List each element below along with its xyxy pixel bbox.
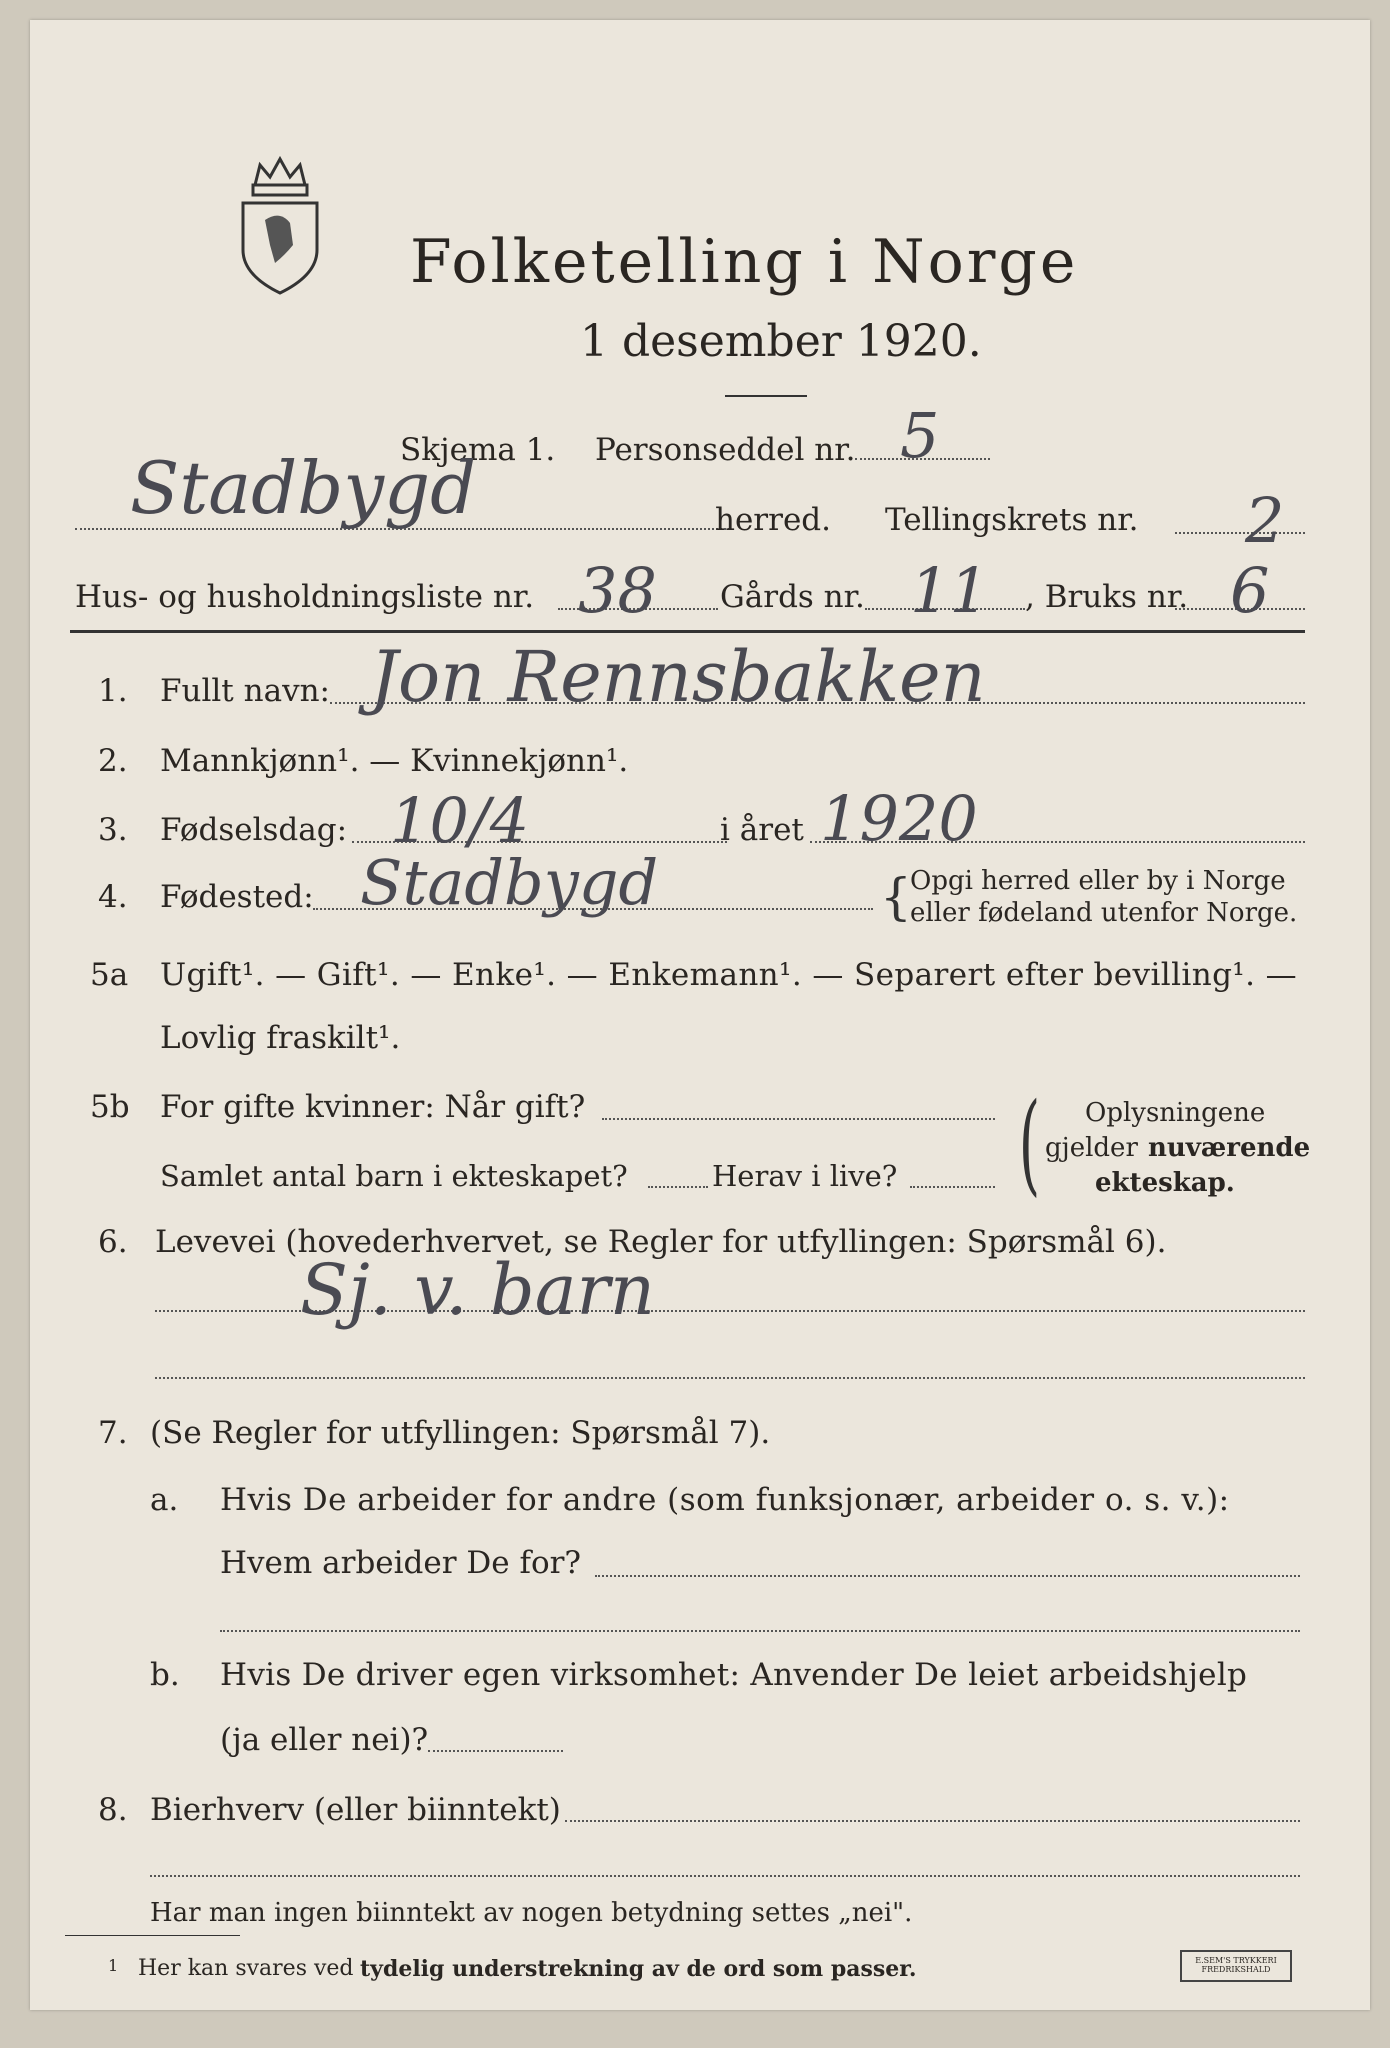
q6-number: 6.: [98, 1224, 128, 1260]
hvem-arbeider-field-1[interactable]: [595, 1575, 1300, 1577]
q2-label[interactable]: Mannkjønn¹. — Kvinnekjønn¹.: [160, 743, 629, 779]
q2-number: 2.: [98, 743, 128, 779]
q5b-label-2: Samlet antal barn i ekteskapet?: [160, 1159, 628, 1193]
tellingskrets-field[interactable]: [1175, 532, 1305, 534]
q3-year-label: i året: [720, 812, 804, 848]
naar-gift-field[interactable]: [602, 1118, 995, 1120]
q4-label: Fødested:: [160, 879, 314, 915]
footnote-rule: [65, 1935, 240, 1936]
footnote-bold: tydelig understrekning av de ord som passer.: [360, 1956, 917, 1982]
fodselsdag-value: 10/4: [390, 784, 530, 857]
antal-barn-field[interactable]: [648, 1186, 708, 1188]
fullt-navn-value: Jon Rennsbakken: [370, 636, 986, 718]
q4-note-2: eller fødeland utenfor Norge.: [910, 898, 1298, 928]
q7-number: 7.: [98, 1415, 128, 1451]
q7b-label-2: (ja eller nei)?: [220, 1722, 429, 1758]
aar-value: 1920: [820, 782, 978, 855]
gards-value: 11: [910, 554, 989, 627]
levevei-value: Sj. v. barn: [300, 1249, 655, 1331]
q4-number: 4.: [98, 879, 128, 915]
fodested-value: Stadbygd: [360, 846, 659, 919]
personseddel-label: Personseddel nr.: [595, 432, 856, 468]
tellingskrets-label: Tellingskrets nr.: [885, 502, 1139, 538]
q8-note: Har man ingen biinntekt av nogen betydning settes „nei".: [150, 1898, 913, 1928]
q5b-label-3: Herav i live?: [712, 1159, 898, 1193]
q8-number: 8.: [98, 1792, 128, 1828]
q5a-number: 5a: [90, 957, 129, 993]
q5b-note-3: ekteskap.: [1095, 1168, 1235, 1198]
q7a-label: Hvis De arbeider for andre (som funksjonær, arbeider o. s. v.):: [220, 1482, 1230, 1518]
q1-number: 1.: [98, 673, 128, 709]
husliste-value: 38: [578, 554, 657, 627]
personseddel-value: 5: [900, 399, 940, 472]
printer-stamp-text: E.SEM'S TRYKKERI FREDRIKSHALD: [1195, 1956, 1277, 1974]
title-divider: [725, 395, 807, 397]
q5b-note-2a: gjelder: [1045, 1133, 1138, 1163]
form-date: 1 desember 1920.: [580, 316, 982, 367]
herred-value: Stadbygd: [130, 446, 477, 530]
tellingskrets-value: 2: [1245, 484, 1285, 557]
q5a-label[interactable]: Ugift¹. — Gift¹. — Enke¹. — Enkemann¹. — Separert efter bevilling¹. —: [160, 957, 1298, 993]
header-rule: [70, 630, 1305, 633]
form-title: Folketelling i Norge: [410, 227, 1079, 297]
q5a-label-2[interactable]: Lovlig fraskilt¹.: [160, 1020, 401, 1056]
q7b-label: Hvis De driver egen virksomhet: Anvender De leiet arbeidshjelp: [220, 1657, 1248, 1693]
husliste-label: Hus- og husholdningsliste nr.: [75, 579, 535, 615]
bierhverv-field-1[interactable]: [565, 1820, 1300, 1822]
q4-brace: {: [880, 868, 912, 926]
q5b-number: 5b: [90, 1089, 130, 1125]
herav-i-live-field[interactable]: [910, 1186, 995, 1188]
q5b-note-2b: nuværende: [1148, 1133, 1311, 1163]
bruks-value: 6: [1230, 554, 1270, 627]
q5b-label: For gifte kvinner: Når gift?: [160, 1089, 586, 1125]
footnote-mark: 1: [108, 1956, 119, 1975]
levevei-field-2[interactable]: [155, 1377, 1305, 1379]
hvem-arbeider-field-2[interactable]: [220, 1630, 1300, 1632]
ja-nei-field[interactable]: [428, 1750, 563, 1752]
herred-label: herred.: [715, 502, 831, 538]
q5b-bracket: (: [1018, 1079, 1041, 1207]
q4-note-1: Opgi herred eller by i Norge: [910, 866, 1286, 896]
q3-label: Fødselsdag:: [160, 812, 348, 848]
q7-label: (Se Regler for utfyllingen: Spørsmål 7).: [150, 1415, 771, 1451]
footnote-text: Her kan svares ved: [138, 1956, 354, 1981]
gards-label: Gårds nr.: [720, 579, 865, 615]
coat-of-arms-icon: [235, 155, 325, 295]
printer-stamp: [1180, 1950, 1292, 1982]
q7a-label-2: Hvem arbeider De for?: [220, 1545, 582, 1581]
q7a-letter: a.: [150, 1482, 179, 1518]
q3-number: 3.: [98, 812, 128, 848]
q6-label: Levevei (hovederhvervet, se Regler for utfyllingen: Spørsmål 6).: [155, 1224, 1167, 1260]
bierhverv-field-2[interactable]: [150, 1875, 1300, 1877]
skjema-label: Skjema 1.: [400, 432, 556, 468]
q7b-letter: b.: [150, 1657, 180, 1693]
census-form: [30, 20, 1370, 2010]
bruks-label: , Bruks nr.: [1025, 579, 1189, 615]
q1-label: Fullt navn:: [160, 673, 330, 709]
q5b-note-1: Oplysningene: [1085, 1098, 1266, 1128]
q8-label: Bierhverv (eller biinntekt): [150, 1792, 561, 1828]
